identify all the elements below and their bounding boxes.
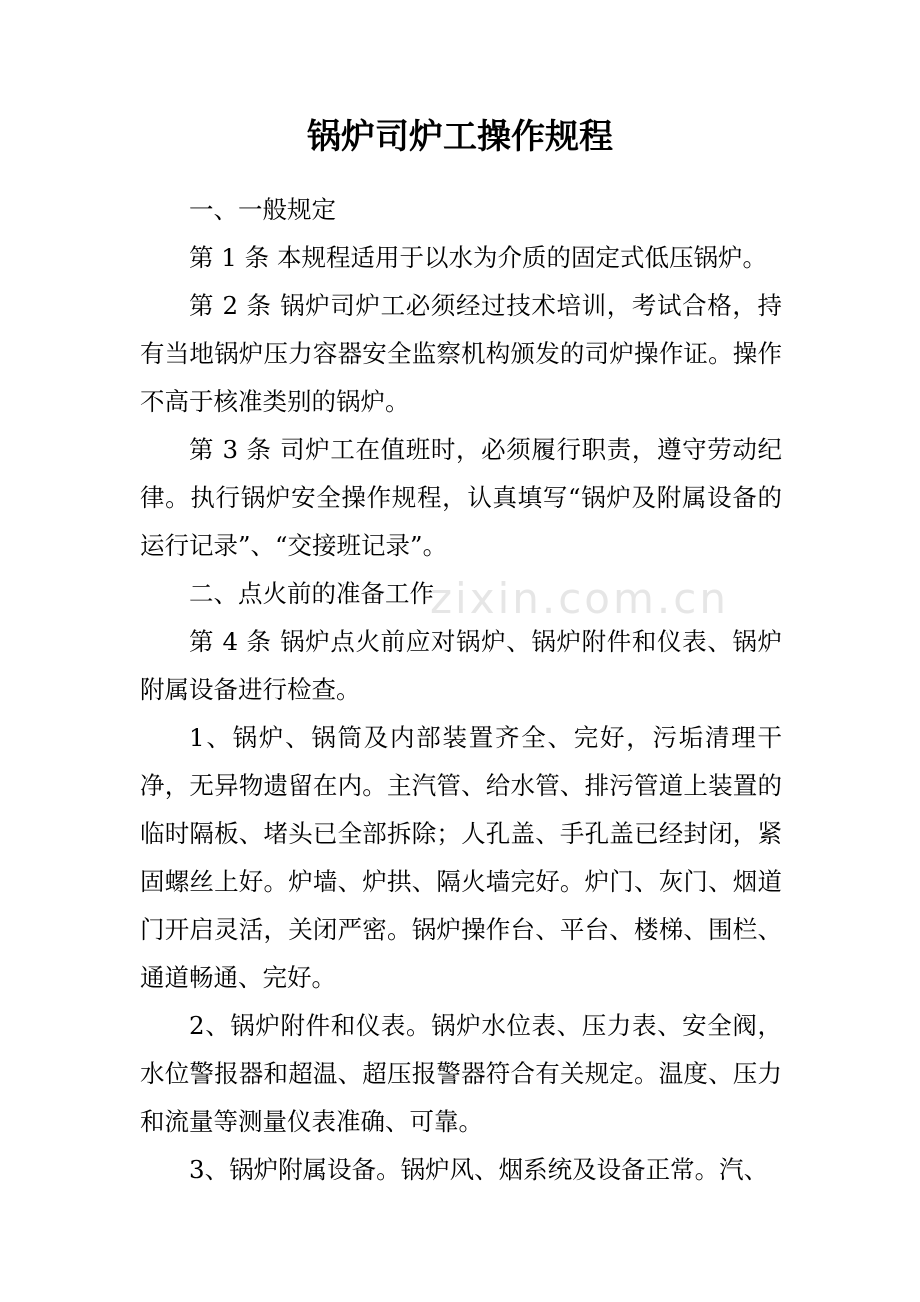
article-4: 第 4 条 锅炉点火前应对锅炉、锅炉附件和仪表、锅炉附属设备进行检查。 — [140, 627, 782, 704]
document-body — [140, 186, 782, 1194]
section-heading-preparation: 二、点火前的准备工作 — [189, 579, 434, 608]
item-2-accessories-instruments: 2、锅炉附件和仪表。锅炉水位表、压力表、安全阀，水位警报器和超温、超压报警器符合有关规定。温度、压力和流量等测量仪表准确、可靠。 — [140, 1011, 782, 1136]
item-1-boiler-internals: 1、锅炉、锅筒及内部装置齐全、完好，污垢清理干净，无异物遗留在内。主汽管、给水管、排污管道上装置的临时隔板、堵头已全部拆除；人孔盖、手孔盖已经封闭，紧固螺丝上好。炉墙、炉拱、隔火墙完好。炉门、灰门、烟道门开启灵活，关闭严密。锅炉操作台、平台、楼梯、围栏、通道畅通、完好。 — [140, 723, 782, 992]
item-3-auxiliary-equipment: 3、锅炉附属设备。锅炉风、烟系统及设备正常。汽、 — [189, 1155, 769, 1184]
article-3: 第 3 条 司炉工在值班时，必须履行职责，遵守劳动纪律。执行锅炉安全操作规程，认真填写“锅炉及附属设备的运行记录”、“交接班记录”。 — [140, 435, 782, 560]
article-2: 第 2 条 锅炉司炉工必须经过技术培训，考试合格，持有当地锅炉压力容器安全监察机构颁发的司炉操作证。操作不高于核准类别的锅炉。 — [140, 291, 782, 416]
article-1: 第 1 条 本规程适用于以水为介质的固定式低压锅炉。 — [189, 243, 767, 272]
watermark: zixin.com.cn — [430, 574, 729, 623]
document-title: 锅炉司炉工操作规程 — [307, 117, 613, 157]
section-heading-general: 一、一般规定 — [189, 195, 336, 224]
